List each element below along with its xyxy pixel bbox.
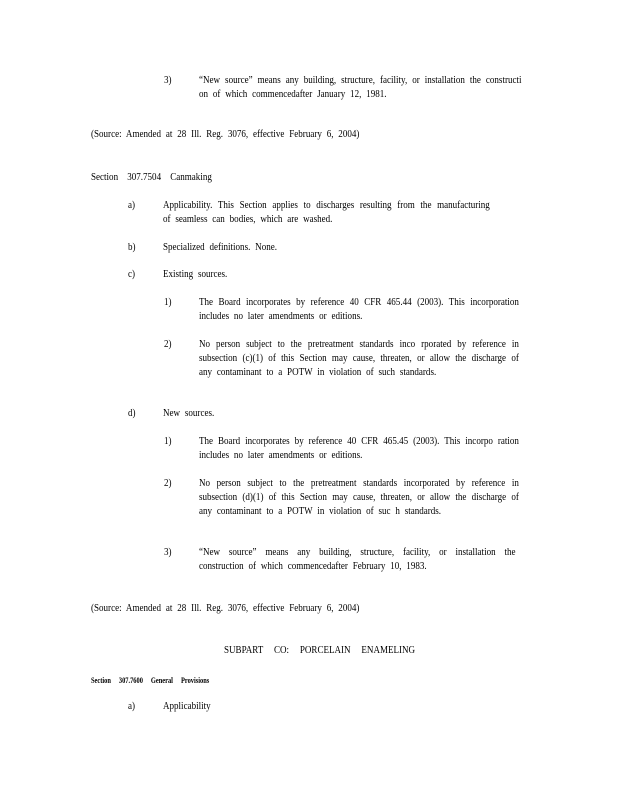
item-number: 3) xyxy=(164,547,172,558)
paragraph: Applicability xyxy=(163,701,211,712)
paragraph: Existing sources. xyxy=(163,269,228,280)
item-number: c) xyxy=(128,269,136,280)
section-heading: Section 307.7504 Canmaking xyxy=(91,172,212,183)
paragraph: No person subject to the pretreatment standards inco rporated by reference in subsection (c)(1) of this Section may cause, threaten, or allow the discharge of any contaminant to a POTW in violation of such standards. xyxy=(199,339,519,378)
item-number: 1) xyxy=(164,297,172,308)
item-number: a) xyxy=(128,701,136,712)
paragraph: No person subject to the pretreatment standards incorporated by reference in subsection (d)(1) of this Section may cause, threaten, or allow the discharge of any contaminant to a POTW in violation of suc h standards. xyxy=(199,478,519,517)
item-number: b) xyxy=(128,242,136,253)
item-number: 1) xyxy=(164,436,172,447)
paragraph: Applicability. This Section applies to discharges resulting from the manufacturing of seamless can bodies, which are washed. xyxy=(163,200,490,225)
item-number: a) xyxy=(128,200,136,211)
paragraph: New sources. xyxy=(163,408,215,419)
paragraph: “New source” means any building, structure, facility, or installation the construction of which commencedafter February 10, 1983. xyxy=(199,547,516,572)
paragraph: “New source” means any building, structure, facility, or installation the constructi on of which commencedafter January 12, 1981. xyxy=(199,75,522,100)
paragraph: The Board incorporates by reference 40 CFR 465.45 (2003). This incorpo ration includes no later amendments or editions. xyxy=(199,436,519,461)
source-note: (Source: Amended at 28 Ill. Reg. 3076, effective February 6, 2004) xyxy=(91,603,360,614)
item-number: d) xyxy=(128,408,136,419)
paragraph: Specialized definitions. None. xyxy=(163,242,278,253)
subpart-heading: SUBPART CO: PORCELAIN ENAMELING xyxy=(224,645,416,656)
item-number: 2) xyxy=(164,339,172,350)
source-note: (Source: Amended at 28 Ill. Reg. 3076, effective February 6, 2004) xyxy=(91,129,360,140)
paragraph: The Board incorporates by reference 40 CFR 465.44 (2003). This incorporation includes no later amendments or editions. xyxy=(199,297,519,322)
item-number: 2) xyxy=(164,478,172,489)
section-heading: Section 307.7600 General Provisions xyxy=(91,676,210,685)
item-number: 3) xyxy=(164,75,172,86)
